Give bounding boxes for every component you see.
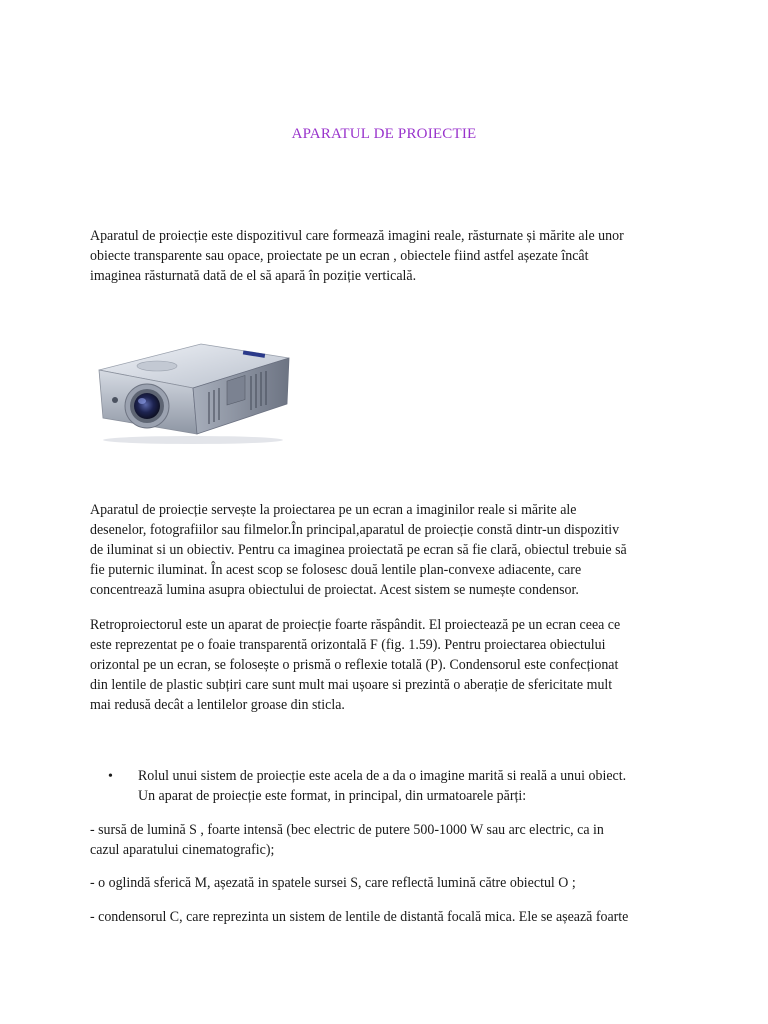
- text-line: mai redusă decât a lentilelor groase din sticla.: [90, 697, 345, 713]
- text-line: Rolul unui sistem de proiecție este acela de a da o imagine marită si reală a unui obiect.: [138, 768, 627, 784]
- text-line: - condensorul C, care reprezinta un sistem de lentile de distantă focală mica. Ele se așează foarte: [90, 909, 629, 925]
- text-line: este reprezentat pe o foaie transparentă orizontală F (fig. 1.59). Pentru proiectarea obiectului: [90, 637, 606, 653]
- text-line: Aparatul de proiecție este dispozitivul care formează imagini reale, răsturnate și mărite ale unor: [90, 228, 624, 244]
- text-line: concentrează lumina asupra obiectului de proiectat. Acest sistem se numește condensor.: [90, 582, 579, 598]
- retroprojector-paragraph: [90, 615, 648, 715]
- text-line: - sursă de lumină S , foarte intensă (bec electric de putere 500-1000 W sau arc electric, ca in: [90, 822, 604, 838]
- document-title: APARATUL DE PROIECTIE: [291, 126, 477, 142]
- list-item-light-source: [90, 820, 648, 860]
- text-line: obiecte transparente sau opace, proiectate pe un ecran , obiectele fiind astfel așezate încât: [90, 248, 589, 264]
- text-line: Aparatul de proiecție servește la proiectarea pe un ecran a imaginilor reale si mărite ale: [90, 502, 577, 518]
- list-item-mirror: [90, 873, 648, 893]
- text-line: din lentile de plastic subțiri care sunt mult mai ușoare si prezintă o aberație de sfericitate mult: [90, 677, 613, 693]
- text-line: desenelor, fotografiilor sau filmelor.În principal,aparatul de proiecție constă dintr-un dispozitiv: [90, 522, 620, 538]
- text-line: cazul aparatului cinematografic);: [90, 842, 275, 858]
- list-item-condenser: [90, 907, 648, 927]
- text-line: Retroproiectorul este un aparat de proiecție foarte răspândit. El proiectează pe un ecran ceea ce: [90, 617, 621, 633]
- text-line: imaginea răsturnată dată de el să apară în poziție verticală.: [90, 268, 417, 284]
- text-line: fie puternic iluminat. În acest scop se folosesc două lentile plan-convexe adiacente, care: [90, 562, 582, 578]
- text-line: Un aparat de proiecție este format, in principal, din urmatoarele părți:: [138, 788, 527, 804]
- description-paragraph: [90, 500, 648, 600]
- projector-image: [93, 330, 293, 446]
- text-line: - o oglindă sferică M, așezată in spatele sursei S, care reflectă lumină către obiectul O ;: [90, 875, 576, 891]
- text-line: de iluminat si un obiectiv. Pentru ca imaginea proiectată pe ecran să fie clară, obiectul trebuie să: [90, 542, 627, 558]
- bullet-paragraph: [138, 766, 659, 806]
- intro-paragraph: [90, 226, 648, 286]
- bullet-marker: •: [108, 769, 113, 784]
- text-line: orizontal pe un ecran, se folosește o prismă o reflexie totală (P). Condensorul este confecționat: [90, 657, 619, 673]
